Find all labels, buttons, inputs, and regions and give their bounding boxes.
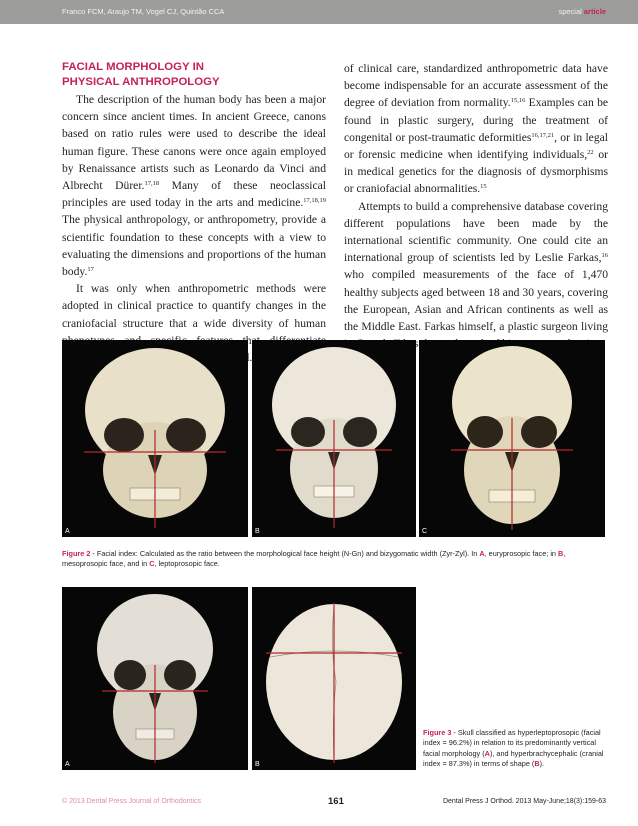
paragraph-text: Many of these neoclassical principles are used today in the arts and medicine. [62,179,326,210]
figure2-photo-a [62,340,248,537]
skull-front-image [62,587,248,770]
paragraph [344,60,608,198]
caption-text: , euryprosopic face; in [484,549,559,558]
citation-ref: 16 [601,252,608,260]
paragraph [344,198,608,353]
caption-text: , mesoprosopic face, and in [62,549,566,569]
citation-ref: 15 [480,183,487,191]
panel-label: B [255,528,260,535]
page-header [0,0,638,24]
paragraph-text: or in medical genetics for the diagnosis of dysmorphisms or craniofacial abnormalities. [344,148,608,196]
section-title [62,60,326,89]
caption-ref: C [149,559,155,569]
caption-text: - Facial index: Calculated as the ratio between the morphological face height (N-Gn) and bizygomatic width (Zyr-Zyl). In [90,549,480,558]
panel-label: A [65,528,70,535]
caption-text: - Skull classified as hyperleptoprosopic (facial index = 96.2%) in relation to its predominantly vertical facial morphology ( [423,728,601,758]
footer-citation: Dental Press J Orthod. 2013 May-June;18(3):159-63 [442,798,606,805]
paragraph-text: who compiled measurements of the face of 1,470 healthy subjects aged between 18 and 30 years, covering the European, Asian and African continents as well as the Middle East. Farkas himself, a plastic surgeon living [344,268,608,334]
section-title-line1: FACIAL MORPHOLOGY IN [62,61,204,73]
figure3-photo-a [62,587,248,770]
figure2-photo-b [252,340,416,537]
citation-ref: 17 [87,266,94,274]
right-column [344,60,608,352]
paragraph-text: Attempts to build a comprehensive database covering different populations have been made by the international scientific community. One could cite an international group of scientists led by Leslie Farkas, [344,199,608,265]
skull-front-image [62,340,248,537]
citation-ref: 17,18,19 [303,197,326,205]
panel-label: C [422,528,428,535]
caption-ref: A [479,549,485,558]
left-column [62,60,326,383]
paragraph [62,91,326,280]
figure3-caption [423,728,605,769]
paragraph-text: , or in legal or forensic medicine when identifying individuals, [344,130,608,162]
caption-text: ), and hyperbrachycephalic (cranial index = 87.3%) in terms of shape ( [423,748,604,768]
citation-ref: 17,18 [144,180,160,188]
running-head-authors: Franco FCM, Araujo TM, Vogel CJ, Quintão CCA [62,7,225,16]
paragraph-text: of clinical care, standardized anthropometric data have become indispensable for an accurate assessment of the degree of deviation from normality. [344,62,608,110]
paragraph-text: It was only when anthropometric methods were adopted in clinical practice to quantify changes in the craniofacial structure that a wide diversity of human [62,282,326,330]
caption-ref: A [484,748,490,758]
footer-copyright: © 2013 Dental Press Journal of Orthodontics [62,798,202,805]
caption-label: Figure 2 [62,549,91,558]
paragraph-text: The description of the human body has been a major concern since ancient times. In ancient Greece, canons based on ratio rules were used to describe the ideal human figure. These canons were once again employed by Renaissance artists such as Leonardo da Vinci and Albrecht Dürer. [62,93,326,193]
figure3-photo-b [252,587,416,770]
section-title-line2: PHYSICAL ANTHROPOLOGY [62,75,220,88]
figure2-caption [62,549,605,570]
paragraph-text: The physical anthropology, or anthropometry, provide a scientific foundation to these concepts with a view to evaluating the dimensions and proportions of the human body. [62,213,326,279]
caption-ref: B [534,758,540,768]
section-prefix: special [558,7,582,16]
skull-top-image [252,587,416,770]
caption-label: Figure 3 [423,728,452,737]
panel-label: A [65,761,70,768]
section-suffix: article [583,7,606,16]
citation-ref: 22 [587,149,594,157]
caption-text: ). [539,758,545,768]
citation-ref: 16,17,21 [531,131,555,139]
citation-ref: 15,16 [510,97,526,105]
skull-front-image [419,340,605,537]
section-label [558,7,606,16]
caption-text: , leptoprosopic face. [154,559,220,569]
paragraph-text: Examples can be found in plastic surgery, during the treatment of congenital or post-traumatic deformities [344,96,609,144]
figure2-photo-c [419,340,605,537]
skull-front-image [252,340,416,537]
caption-ref: B [558,549,564,558]
panel-label: B [255,761,260,768]
page-number: 161 [328,796,344,807]
